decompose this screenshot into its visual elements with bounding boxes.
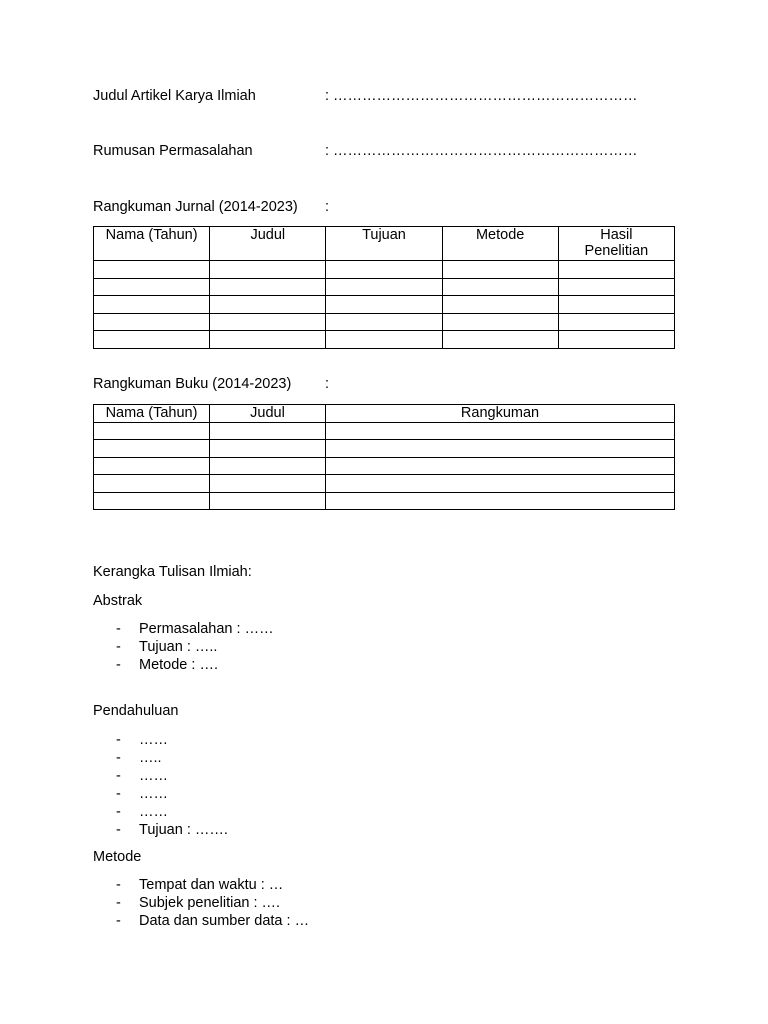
list-item: [93, 821, 228, 839]
bullet-dash: -: [116, 895, 121, 911]
list-item: [93, 803, 228, 821]
bullet-dash: -: [116, 786, 121, 802]
table-cell[interactable]: [210, 331, 326, 349]
table-row: [94, 296, 675, 314]
bullet-dash: -: [116, 913, 121, 929]
column-header: Hasil Penelitian: [558, 227, 674, 261]
table-cell[interactable]: [210, 422, 326, 440]
bullet-dash: -: [116, 732, 121, 748]
column-header: Metode: [442, 227, 558, 261]
list-item: [93, 620, 274, 638]
table-cell[interactable]: [326, 422, 675, 440]
table-cell[interactable]: [442, 261, 558, 279]
list-item: [93, 876, 309, 894]
pendahuluan-list: [93, 731, 228, 839]
table-row: [94, 261, 675, 279]
table-cell[interactable]: [326, 331, 442, 349]
bullet-dash: -: [116, 877, 121, 893]
bullet-dash: -: [116, 804, 121, 820]
rangkuman-jurnal-heading: Rangkuman Jurnal (2014-2023): [93, 199, 298, 215]
list-item-text: ……: [139, 786, 168, 802]
table-cell[interactable]: [442, 331, 558, 349]
table-cell[interactable]: [210, 492, 326, 510]
column-header: Judul: [210, 227, 326, 261]
kerangka-heading: Kerangka Tulisan Ilmiah:: [93, 564, 252, 580]
table-cell[interactable]: [326, 261, 442, 279]
table-cell[interactable]: [94, 296, 210, 314]
table-row: [94, 331, 675, 349]
table-cell[interactable]: [210, 457, 326, 475]
table-cell[interactable]: [558, 331, 674, 349]
table-cell[interactable]: [442, 278, 558, 296]
pendahuluan-title: Pendahuluan: [93, 703, 179, 719]
table-cell[interactable]: [94, 261, 210, 279]
table-row: [94, 278, 675, 296]
table-cell[interactable]: [558, 313, 674, 331]
table-row: [94, 440, 675, 458]
table-cell[interactable]: [94, 492, 210, 510]
table-cell[interactable]: [558, 278, 674, 296]
rumusan-permasalahan-value: : ………………………………………………………: [325, 143, 638, 159]
table-row: [94, 492, 675, 510]
metode-list: [93, 876, 309, 930]
table-cell[interactable]: [326, 313, 442, 331]
table-cell[interactable]: [326, 492, 675, 510]
judul-artikel-value: : ………………………………………………………: [325, 88, 638, 104]
table-cell[interactable]: [210, 440, 326, 458]
table-cell[interactable]: [558, 261, 674, 279]
bullet-dash: -: [116, 822, 121, 838]
list-item: [93, 749, 228, 767]
column-header: Judul: [210, 405, 326, 423]
bullet-dash: -: [116, 621, 121, 637]
table-cell[interactable]: [326, 440, 675, 458]
table-cell[interactable]: [94, 331, 210, 349]
table-header-row: [94, 405, 675, 423]
table-row: [94, 422, 675, 440]
table-cell[interactable]: [94, 278, 210, 296]
list-item-text: Metode : ….: [139, 657, 218, 673]
table-cell[interactable]: [326, 278, 442, 296]
table-cell[interactable]: [210, 313, 326, 331]
table-cell[interactable]: [94, 457, 210, 475]
list-item: [93, 767, 228, 785]
column-header: Tujuan: [326, 227, 442, 261]
list-item: [93, 731, 228, 749]
list-item-text: Permasalahan : ……: [139, 621, 274, 637]
table-cell[interactable]: [326, 457, 675, 475]
table-row: [94, 475, 675, 493]
column-header: Rangkuman: [326, 405, 675, 423]
list-item: [93, 894, 309, 912]
list-item-text: ……: [139, 804, 168, 820]
table-header-row: [94, 227, 675, 261]
column-header: Nama (Tahun): [94, 405, 210, 423]
list-item-text: Tujuan : …….: [139, 822, 228, 838]
bullet-dash: -: [116, 639, 121, 655]
list-item-text: Tujuan : …..: [139, 639, 218, 655]
metode-title: Metode: [93, 849, 142, 865]
rangkuman-jurnal-colon: :: [325, 199, 330, 215]
list-item-text: Tempat dan waktu : …: [139, 877, 284, 893]
judul-artikel-label: Judul Artikel Karya Ilmiah: [93, 88, 256, 104]
list-item-text: ……: [139, 732, 168, 748]
rangkuman-jurnal-table: [93, 226, 675, 349]
abstrak-title: Abstrak: [93, 593, 143, 609]
column-header: Nama (Tahun): [94, 227, 210, 261]
table-cell[interactable]: [442, 296, 558, 314]
table-cell[interactable]: [94, 422, 210, 440]
table-row: [94, 313, 675, 331]
list-item-text: Subjek penelitian : ….: [139, 895, 281, 911]
bullet-dash: -: [116, 768, 121, 784]
table-cell[interactable]: [94, 475, 210, 493]
list-item-text: ……: [139, 768, 168, 784]
table-cell[interactable]: [326, 296, 442, 314]
list-item: [93, 912, 309, 930]
bullet-dash: -: [116, 750, 121, 766]
list-item: [93, 785, 228, 803]
table-cell[interactable]: [558, 296, 674, 314]
table-cell[interactable]: [210, 261, 326, 279]
table-cell[interactable]: [210, 278, 326, 296]
table-cell[interactable]: [442, 313, 558, 331]
bullet-dash: -: [116, 657, 121, 673]
list-item-text: …..: [139, 750, 162, 766]
table-cell[interactable]: [210, 475, 326, 493]
list-item: [93, 638, 274, 656]
table-cell[interactable]: [94, 313, 210, 331]
list-item: [93, 656, 274, 674]
table-row: [94, 457, 675, 475]
rangkuman-buku-heading: Rangkuman Buku (2014-2023): [93, 376, 292, 392]
abstrak-list: [93, 620, 274, 674]
list-item-text: Data dan sumber data : …: [139, 913, 310, 929]
table-cell[interactable]: [326, 475, 675, 493]
table-cell[interactable]: [94, 440, 210, 458]
rangkuman-buku-table: [93, 404, 675, 510]
rangkuman-buku-colon: :: [325, 376, 330, 392]
rumusan-permasalahan-label: Rumusan Permasalahan: [93, 143, 253, 159]
table-cell[interactable]: [210, 296, 326, 314]
